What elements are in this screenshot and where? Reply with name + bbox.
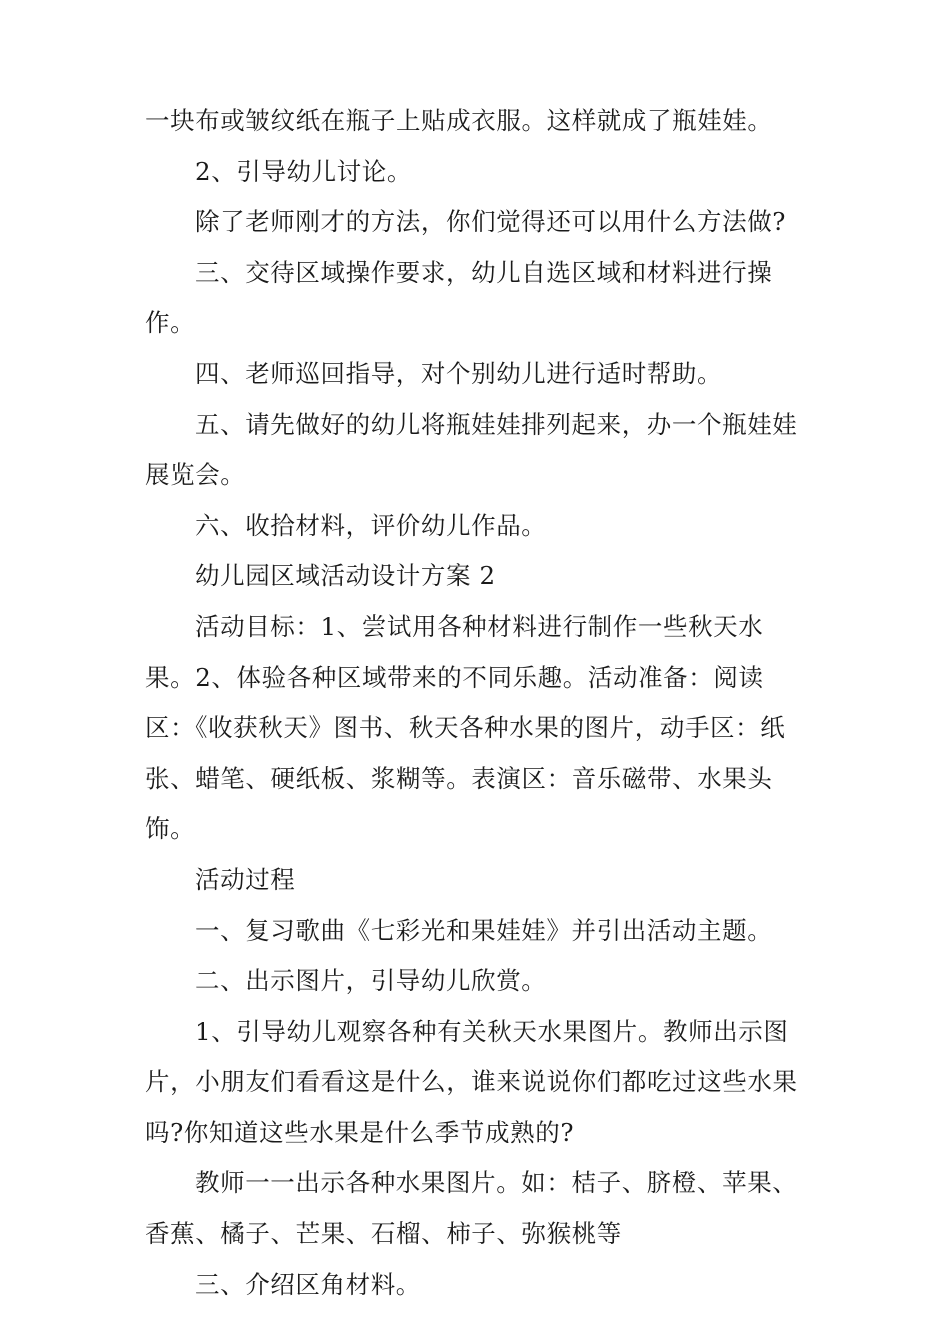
paragraph: 除了老师刚才的方法，你们觉得还可以用什么方法做? <box>195 207 787 237</box>
document-body <box>145 96 813 1310</box>
paragraph: 活动过程 <box>195 864 296 894</box>
paragraph: 教师一一出示各种水果图片。如：桔子、脐橙、苹果、香蕉、橘子、芒果、石榴、柿子、弥猴桃等 <box>145 1168 798 1249</box>
paragraph: 六、收拾材料，评价幼儿作品。 <box>195 510 547 540</box>
paragraph: 三、介绍区角材料。 <box>195 1269 421 1299</box>
paragraph: 二、出示图片，引导幼儿欣赏。 <box>195 966 547 996</box>
section-heading: 幼儿园区域活动设计方案 2 <box>195 561 496 591</box>
paragraph: 1、引导幼儿观察各种有关秋天水果图片。教师出示图片，小朋友们看看这是什么，谁来说说你们都吃过这些水果吗?你知道这些水果是什么季节成熟的? <box>145 1016 798 1147</box>
paragraph: 一块布或皱纹纸在瓶子上贴成衣服。这样就成了瓶娃娃。 <box>145 106 773 135</box>
paragraph: 三、交待区域操作要求，幼儿自选区域和材料进行操作。 <box>145 257 773 338</box>
paragraph: 2、引导幼儿讨论。 <box>195 156 412 186</box>
paragraph: 一、复习歌曲《七彩光和果娃娃》并引出活动主题。 <box>195 915 773 945</box>
paragraph: 四、老师巡回指导，对个别幼儿进行适时帮助。 <box>195 358 723 388</box>
paragraph: 活动目标：1、尝试用各种材料进行制作一些秋天水果。2、体验各种区域带来的不同乐趣。活动准备：阅读区：《收获秋天》图书、秋天各种水果的图片，动手区：纸张、蜡笔、硬纸板、浆糊等。表演区：音乐磁带、水果头饰。 <box>145 611 786 844</box>
paragraph: 五、请先做好的幼儿将瓶娃娃排列起来，办一个瓶娃娃展览会。 <box>145 409 798 490</box>
